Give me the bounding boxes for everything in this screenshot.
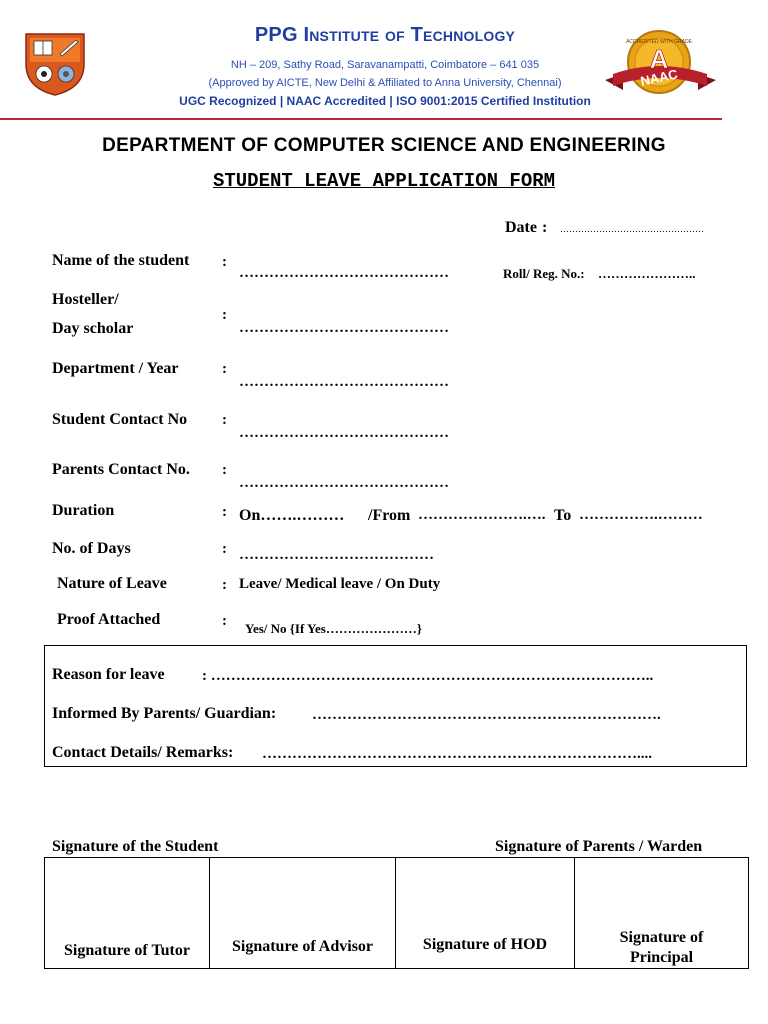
nature-colon: : <box>222 577 227 593</box>
proof-value[interactable]: Yes/ No {If Yes…………………} <box>245 621 422 636</box>
department-title: DEPARTMENT OF COMPUTER SCIENCE AND ENGINEERING <box>102 135 666 156</box>
nature-label: Nature of Leave <box>57 575 167 592</box>
student-contact-label: Student Contact No <box>52 411 188 428</box>
form-title: STUDENT LEAVE APPLICATION FORM <box>212 170 556 192</box>
informed-label: Informed By Parents/ Guardian: <box>52 705 277 722</box>
days-label: No. of Days <box>52 540 131 557</box>
duration-to-blank[interactable]: …………….……… <box>579 507 703 523</box>
naac-arc-text: ACCREDITED WITH GRADE <box>626 39 692 45</box>
reason-blank[interactable]: : …………………………………………………………………………….. <box>202 668 654 684</box>
institution-address: NH – 209, Sathy Road, Saravanampatti, Coimbatore – 641 035 <box>230 59 540 71</box>
date-blank[interactable]: ………………………………………… <box>560 224 704 234</box>
duration-label: Duration <box>52 502 115 519</box>
contact-details-blank[interactable]: ………………………………………………………………….... <box>262 746 652 762</box>
name-colon: : <box>222 254 227 270</box>
principal-signature-cell[interactable] <box>575 858 749 969</box>
department-year-blank[interactable]: …………………………………… <box>239 374 449 390</box>
roll-blank[interactable]: ………………….. <box>598 266 696 281</box>
advisor-signature-label: Signature of Advisor <box>231 938 374 955</box>
reason-label: Reason for leave <box>52 666 165 683</box>
hosteller-label-line1: Hosteller/ <box>52 291 119 308</box>
parents-contact-blank[interactable]: …………………………………… <box>239 475 449 491</box>
days-blank[interactable]: ………………………………… <box>239 547 434 563</box>
parents-contact-colon: : <box>222 462 227 478</box>
student-signature-label: Signature of the Student <box>52 838 219 855</box>
principal-signature-label-line2: Principal <box>629 949 694 966</box>
institution-title: PPG Institute of Technology <box>254 24 516 46</box>
proof-colon: : <box>222 613 227 629</box>
department-year-colon: : <box>222 361 227 377</box>
institution-recognition: UGC Recognized | NAAC Accredited | ISO 9001:2015 Certified Institution <box>179 94 591 108</box>
hosteller-blank[interactable]: …………………………………… <box>239 320 449 336</box>
advisor-signature-cell[interactable] <box>210 858 396 969</box>
student-contact-blank[interactable]: …………………………………… <box>239 425 449 441</box>
department-year-label: Department / Year <box>52 360 179 377</box>
duration-from-blank[interactable]: ………………….…. <box>418 507 546 523</box>
contact-details-label: Contact Details/ Remarks: <box>52 744 234 761</box>
duration-on[interactable]: On…….……… <box>239 507 345 524</box>
hod-signature-label: Signature of HOD <box>422 936 548 953</box>
signature-table <box>44 857 749 969</box>
tutor-signature-cell[interactable] <box>45 858 210 969</box>
hosteller-label-line2: Day scholar <box>52 320 134 337</box>
duration-to-label: To <box>554 507 572 524</box>
roll-label: Roll/ Reg. No.: <box>503 266 585 281</box>
naac-text: NAAC <box>639 66 679 89</box>
date-label: Date <box>505 219 537 236</box>
hosteller-colon: : <box>222 307 227 323</box>
principal-signature-label-line1: Signature of <box>619 929 704 946</box>
parents-signature-label: Signature of Parents / Warden <box>495 838 703 855</box>
name-blank[interactable]: …………………………………… <box>239 265 449 281</box>
duration-from-label: /From <box>368 507 411 524</box>
hod-signature-cell[interactable] <box>396 858 575 969</box>
duration-colon: : <box>222 504 227 520</box>
date-colon: : <box>542 219 548 236</box>
proof-label: Proof Attached <box>57 611 161 628</box>
name-label: Name of the student <box>52 252 190 269</box>
institution-approval: (Approved by AICTE, New Delhi & Affiliated to Anna University, Chennai) <box>208 77 562 89</box>
naac-badge <box>603 28 718 100</box>
student-contact-colon: : <box>222 412 227 428</box>
naac-grade: A <box>649 44 669 74</box>
institution-logo <box>20 28 90 98</box>
parents-contact-label: Parents Contact No. <box>52 461 190 478</box>
days-colon: : <box>222 541 227 557</box>
nature-value[interactable]: Leave/ Medical leave / On Duty <box>239 576 441 592</box>
header-divider <box>0 118 722 120</box>
informed-blank[interactable]: ……………………………………………………………. <box>312 707 661 723</box>
tutor-signature-label: Signature of Tutor <box>64 942 190 959</box>
